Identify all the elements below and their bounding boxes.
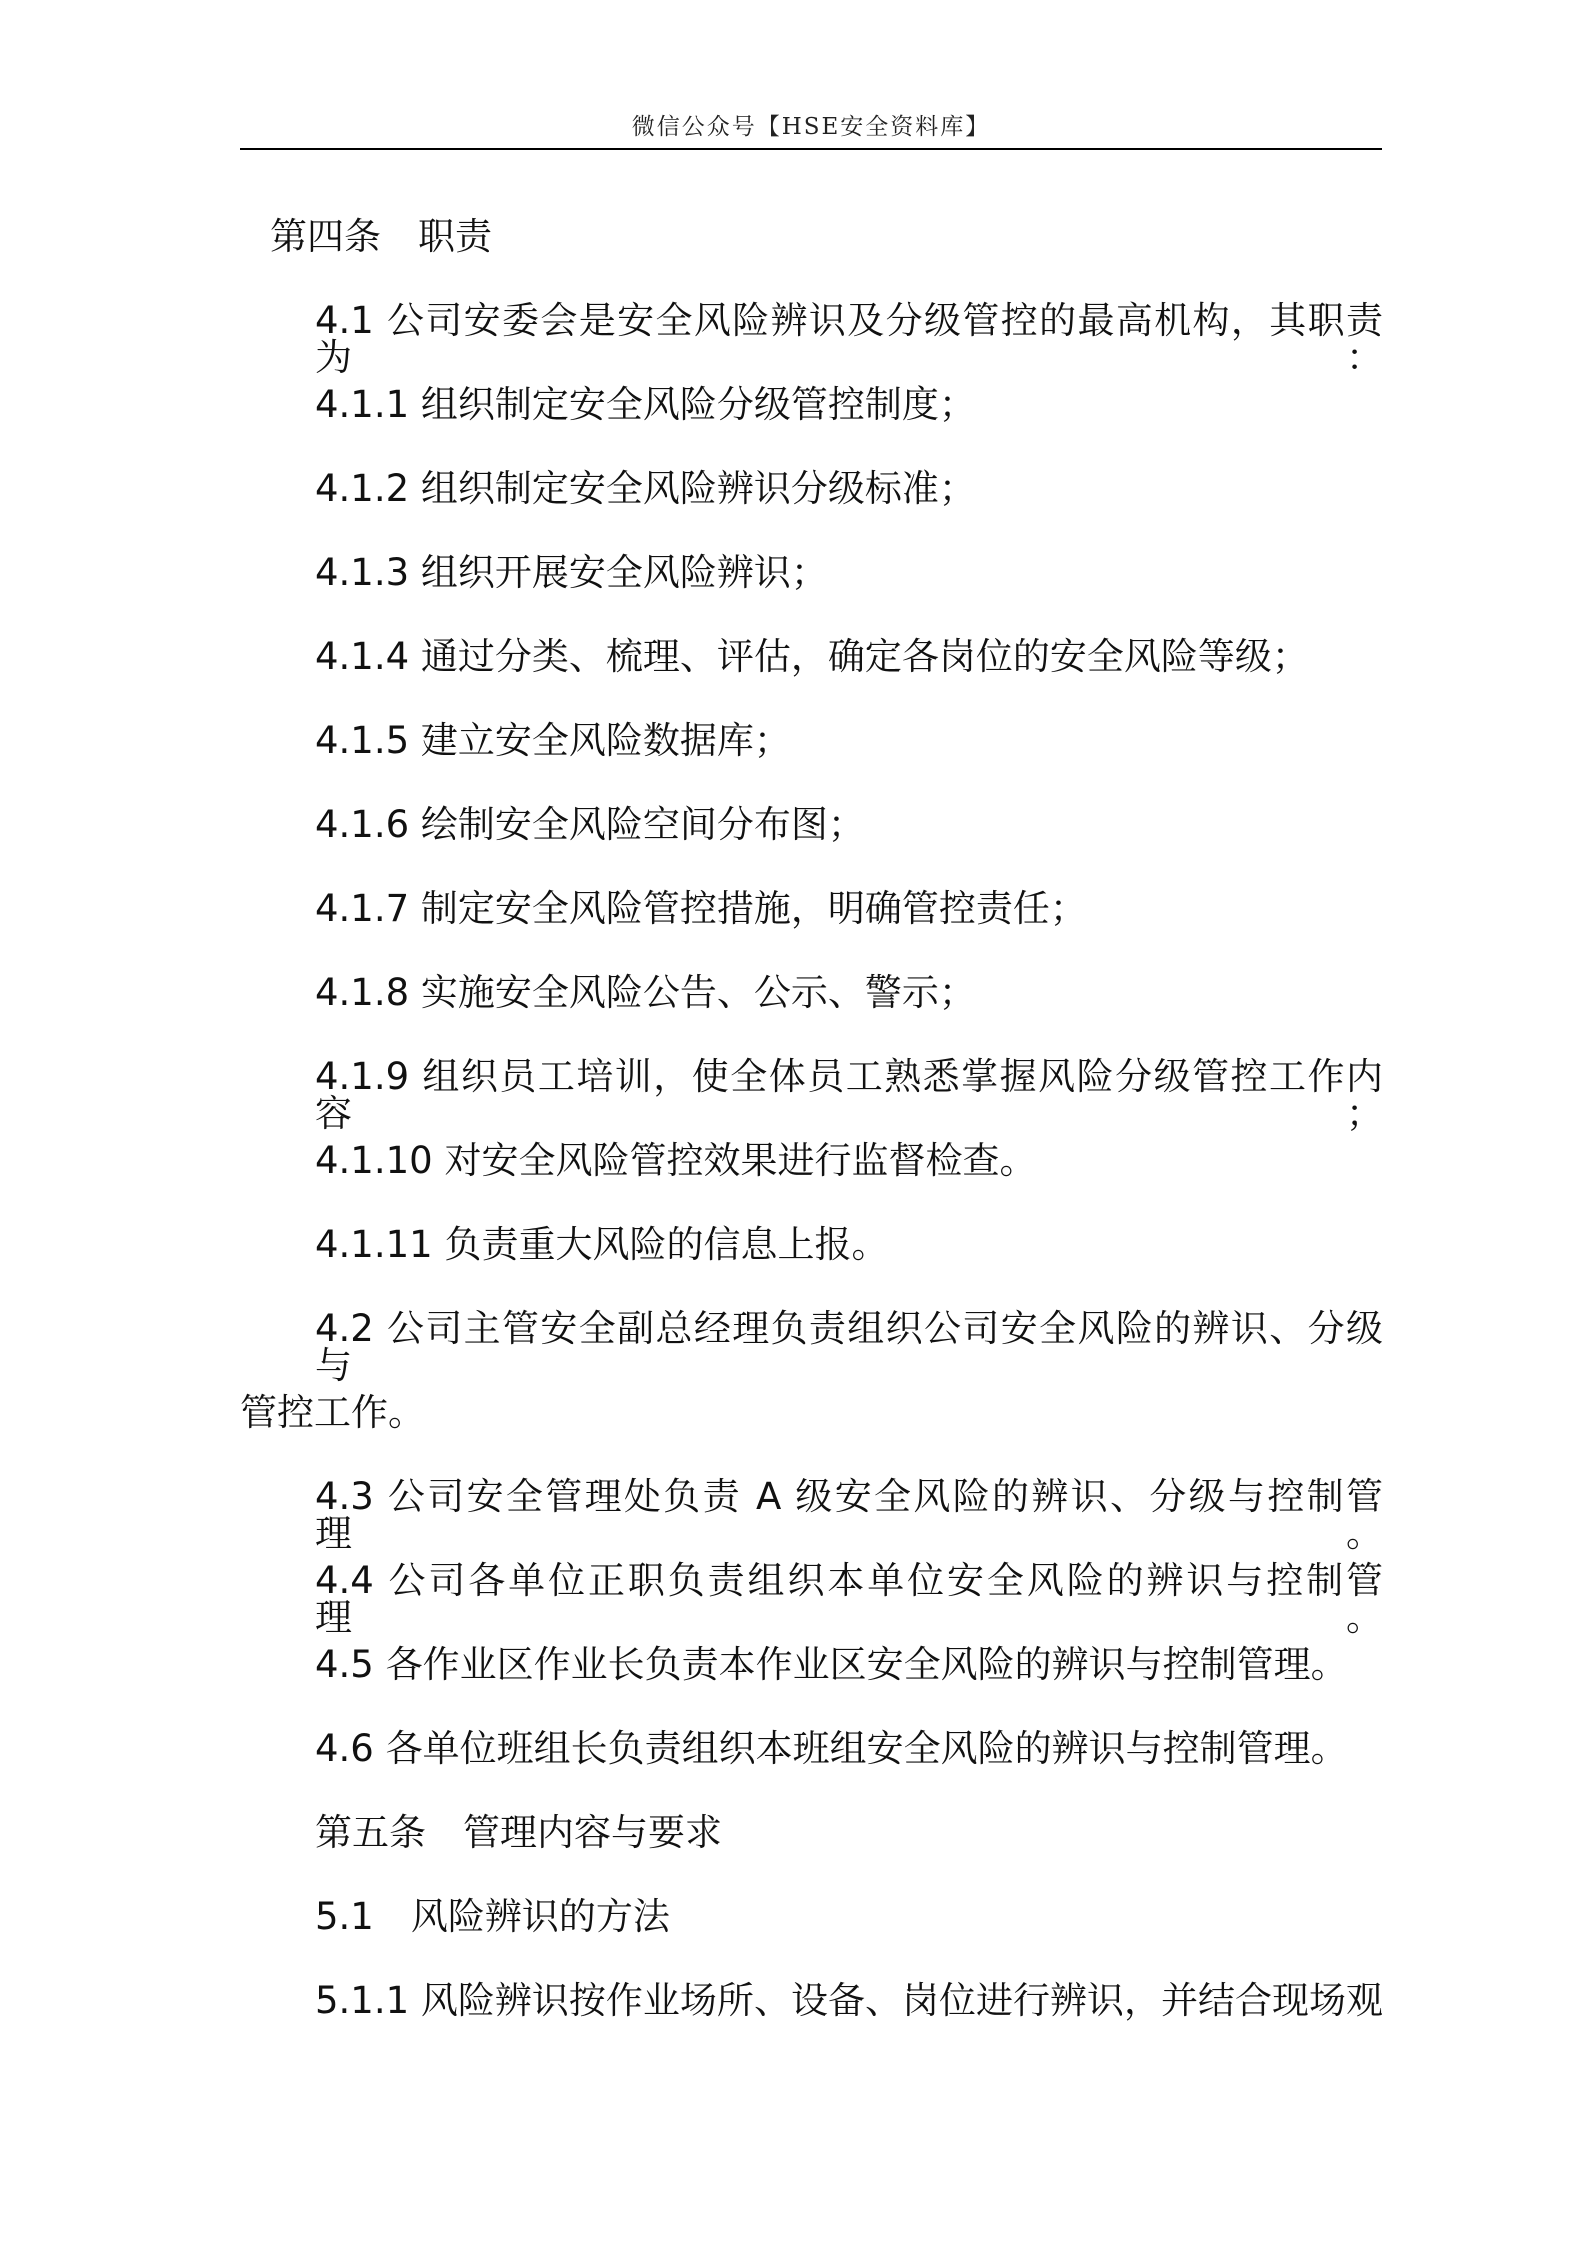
clause-4-6: 4.6 各单位班组长负责组织本班组安全风险的辨识与控制管理。 — [315, 1727, 1348, 1770]
clause-4-1-2: 4.1.2 组织制定安全风险辨识分级标准； — [315, 467, 976, 510]
clause-4-3: 4.3 公司安全管理处负责 A 级安全风险的辨识、分级与控制管理。 — [315, 1475, 1383, 1555]
clause-5-1-1: 5.1.1 风险辨识按作业场所、设备、岗位进行辨识，并结合现场观 — [315, 1979, 1383, 2022]
clause-4-1-9: 4.1.9 组织员工培训，使全体员工熟悉掌握风险分级管控工作内容； — [315, 1055, 1383, 1135]
clause-4-2-continued: 管控工作。 — [240, 1391, 425, 1434]
clause-4-1: 4.1 公司安委会是安全风险辨识及分级管控的最高机构，其职责为： — [315, 299, 1383, 379]
clause-4-1-10: 4.1.10 对安全风险管控效果进行监督检查。 — [315, 1139, 1037, 1182]
clause-4-1-11: 4.1.11 负责重大风险的信息上报。 — [315, 1223, 889, 1266]
clause-4-2: 4.2 公司主管安全副总经理负责组织公司安全风险的辨识、分级与 — [315, 1307, 1383, 1387]
clause-4-1-1: 4.1.1 组织制定安全风险分级管控制度； — [315, 383, 976, 426]
clause-4-1-8: 4.1.8 实施安全风险公告、公示、警示； — [315, 971, 976, 1014]
clause-4-1-7: 4.1.7 制定安全风险管控措施，明确管控责任； — [315, 887, 1087, 930]
clause-4-1-3: 4.1.3 组织开展安全风险辨识； — [315, 551, 828, 594]
clause-4-1-5: 4.1.5 建立安全风险数据库； — [315, 719, 791, 762]
clause-4-1-4: 4.1.4 通过分类、梳理、评估，确定各岗位的安全风险等级； — [315, 635, 1309, 678]
clause-4-5: 4.5 各作业区作业长负责本作业区安全风险的辨识与控制管理。 — [315, 1643, 1348, 1686]
clause-5-1: 5.1 风险辨识的方法 — [315, 1895, 670, 1938]
article-5-heading: 第五条 管理内容与要求 — [315, 1811, 722, 1854]
clause-4-4: 4.4 公司各单位正职负责组织本单位安全风险的辨识与控制管理。 — [315, 1559, 1383, 1639]
page-header: 微信公众号【HSE安全资料库】 — [631, 114, 991, 140]
article-4-heading: 第四条 职责 — [270, 215, 492, 258]
header-rule — [240, 148, 1382, 150]
clause-4-1-6: 4.1.6 绘制安全风险空间分布图； — [315, 803, 865, 846]
